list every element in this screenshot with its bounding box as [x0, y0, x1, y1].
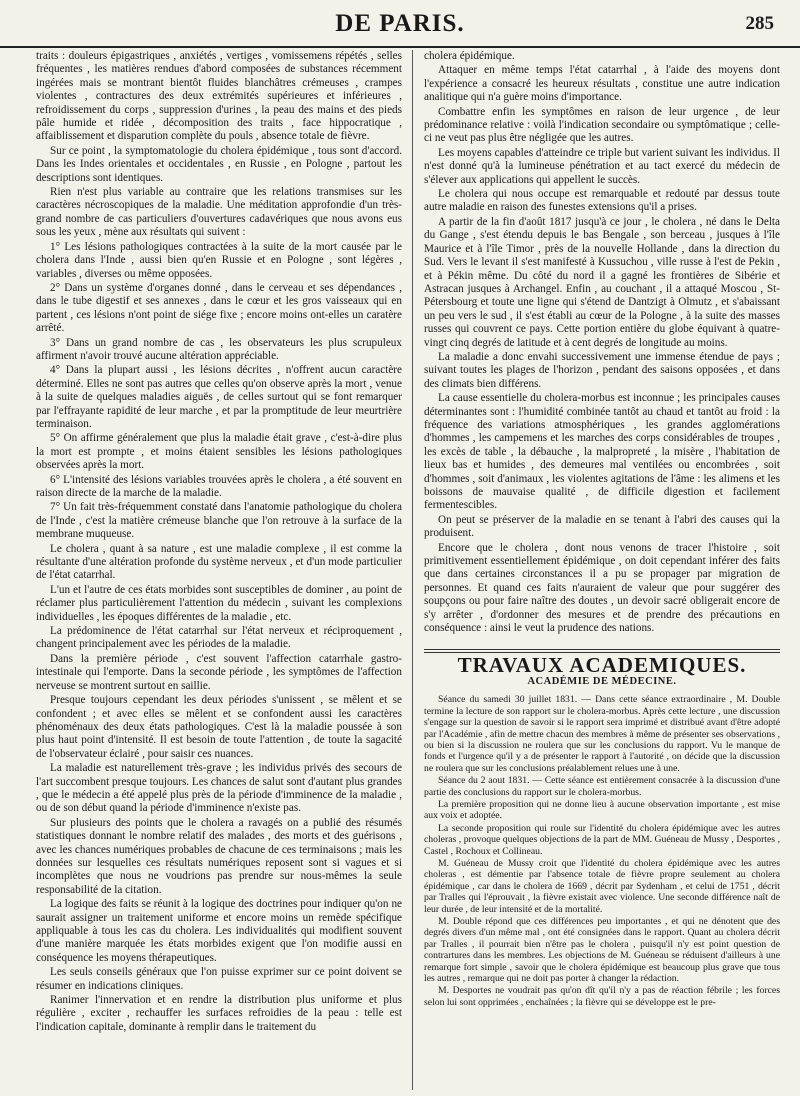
paragraph: La première proposition qui ne donne lieu à aucune observation importante , est mise aux voix et adoptée. [424, 798, 780, 822]
paragraph: La maladie a donc envahi successivement une immense étendue de pays ; suivant toutes les plages de l'horizon , pendant des saisons opposées , et dans des climats bien différens. [424, 350, 780, 390]
paragraph: 6° L'intensité des lésions variables trouvées après le cholera , a été souvent en raison directe de la marche de la maladie. [36, 473, 402, 499]
paragraph: Dans la première période , c'est souvent l'affection catarrhale gastro-intestinale qui l'emporte. Dans la seconde période , les symptômes de l'affection nerveuse se montrent surtout en saillie. [36, 652, 402, 692]
paragraph: 3° Dans un grand nombre de cas , les observateurs les plus scrupuleux affirment n'avoir trouvé aucune altération appréciable. [36, 336, 402, 362]
right-column [424, 50, 780, 1090]
paragraph: La maladie est naturellement très-grave ; les individus privés des secours de l'art succombent presque toujours. Les chances de salut sont d'autant plus grandes , que le médecin a été appelé plus près de la période d'imminence de la maladie , ou de son début quand la période d'imminence n'existe pas. [36, 762, 402, 815]
page-header [0, 0, 800, 48]
left-column [36, 50, 402, 1090]
paragraph: M. Double répond que ces différences peu importantes , et qui ne dénotent que des degrés divers d'un même mal , ont été consignées dans le rapport. Quant au cholera décrit par Tralles , il pourrait bien n'être pas le cholera , puisqu'il n'y est point question de contrartures dans les membres. Les objections de M. Guéneau se réduisent d'ailleurs à une remarque fort simple , savoir que le cholera épidémique est beaucoup plus grave que tous les autres , remarque qui ne doit pas porter à changer la rédaction. [424, 916, 780, 985]
paragraph: traits : douleurs épigastriques , anxiétés , vertiges , vomissemens répétés , selles fréquentes , les matières rendues d'abord composées de substances récemment ingérées mais se montrant bientôt fluides blanchâtres crémeuses , crampes violentes , contractures des deux extrémités supérieures et inférieures , refroidissement du corps , suppression d'urines , la peau des mains et des pieds pâle humide et ridée , décomposition des traits , face hippocratique , affaiblissement et disparution complète du pouls , absence totale de fièvre. [36, 50, 402, 143]
paragraph: 5° On affirme généralement que plus la maladie était grave , c'est-à-dire plus la mort est prompte , et moins étaient sensibles les lésions pathologiques observées après la mort. [36, 432, 402, 472]
paragraph: M. Desportes ne voudrait pas qu'on dît qu'il n'y a pas de réaction fébrile ; les forces selon lui sont opprimées , enchaînées ; la fièvre qui se développe est le pre- [424, 985, 780, 1008]
paragraph: Le cholera , quant à sa nature , est une maladie complexe , il est comme la résultante d'une altération profonde du système nerveux , et d'un mode particulier de l'état catarrhal. [36, 542, 402, 582]
section-title: TRAVAUX ACADEMIQUES. [457, 653, 747, 678]
paragraph: Presque toujours cependant les deux périodes s'unissent , se mêlent et se confondent ; et avec elles se mêlent et se confondent aussi les caractères phénoménaux des deux états pathologiques. C'est là la maladie poussée à son plus haut point d'intensité. Il est besoin de toute l'attention , de toute la sagacité de l'observateur éclairé , pour saisir ces nuances. [36, 694, 402, 760]
paragraph: On peut se préserver de la maladie en se tenant à l'abri des causes qui la produisent. [424, 513, 780, 540]
section-subtitle: ACADÉMIE DE MÉDECINE. [527, 675, 677, 687]
paragraph: La seconde proposition qui roule sur l'identité du cholera épidémique avec les autres choleras , provoque quelques objections de la part de MM. Guéneau de Mussy , Desportes , Castel , Rochoux et Collineau. [424, 822, 780, 857]
paragraph: Les moyens capables d'atteindre ce triple but varient suivant les individus. Il n'est donné qu'à la lumineuse pénétration et au tact exercé du médecin de s'élever aux applications qui appellent le succès. [424, 146, 780, 186]
paragraph: Séance du samedi 30 juillet 1831. — Dans cette séance extraordinaire , M. Double termine la lecture de son rapport sur le cholera-morbus. Après cette lecture , une discussion s'engage sur la question de savoir si le rapport sera imprimé et distribué avant d'être adopté par l'Académie , afin de mettre chacun des membres à même de présenter ses observations , ou bien si la discussion ne roulera que sur les conclusions du rapport. Vu le manque de fonds et l'urgence qu'il y a de présenter le rapport à l'autorité , on décide que la discussion ne roulera que sur les conclusions préalablement relues une à une. [424, 694, 780, 774]
paragraph: Le cholera qui nous occupe est remarquable et redouté par dessus toute autre maladie en raison des funestes extensions qu'il a prises. [424, 188, 780, 214]
paragraph: Sur plusieurs des points que le cholera a ravagés on a publié des résumés statistiques donnant le nombre relatif des malades , des morts et des guérisons , avec les chances numériques probables de chacune de ces terminaisons ; mais les données sur lesquelles ces résultats numériques reposent sont si vagues et si incomplètes que nous ne voudrions pas prendre sur nous-mêmes la seule responsabilité de la citation. [36, 816, 402, 896]
paragraph: Rien n'est plus variable au contraire que les relations transmises sur les caractères nécroscopiques de la maladie. Une méditation approfondie d'un très-grand nombre de cas particuliers d'ouvertures cadavériques que nous avons eus sous les yeux , mène aux résultats qui suivent : [36, 186, 402, 239]
page-number: 285 [745, 13, 774, 34]
paragraph: La prédominence de l'état catarrhal sur l'état nerveux et réciproquement , changent principalement avec les périodes de la maladie. [36, 625, 402, 651]
paragraph: Ranimer l'innervation et en rendre la distribution plus uniforme et plus régulière , exciter , rechauffer les surfaces refroidies de la peau : telle est l'indication capitale, dominante à remplir dans le traitement du [36, 994, 402, 1033]
paragraph: Les seuls conseils généraux que l'on puisse exprimer sur ce point doivent se résumer en indications cliniques. [36, 966, 402, 992]
paragraph: La logique des faits se réunit à la logique des doctrines pour indiquer qu'on ne saurait assigner un traitement uniforme et encore moins un remède spécifique appliquable à tous les cas du cholera. Les individualités qui modifient souvent d'une manière marquée les états morbides exigent que l'on modifie aussi en conséquence les moyens thérapeutiques. [36, 898, 402, 964]
paragraph: Attaquer en même temps l'état catarrhal , à l'aide des moyens dont l'expérience a consacré les heureux résultats , constitue une autre indication analitique qui n'a guère moins d'importance. [424, 64, 780, 104]
paragraph: Encore que le cholera , dont nous venons de tracer l'histoire , soit primitivement essentiellement épidémique , on doit cependant inférer des faits que dans certaines circonstances il a pu se propager par migration de personnes. Et quand ces faits n'auraient de valeur que pour suggérer des soupçons ou pour faire naître des doutes , un devoir sacré obligerait encore de s'y arrêter , d'ordonner des mesures et de prendre des précautions en conséquence : ainsi le veut la prudence des nations. [424, 541, 780, 635]
paragraph: 7° Un fait très-fréquemment constaté dans l'anatomie pathologique du cholera de l'Inde , c'est la matière crémeuse blanche que l'on retrouve à la surface de la membrane muqueuse. [36, 501, 402, 541]
paragraph: Séance du 2 aout 1831. — Cette séance est entièrement consacrée à la discussion d'une partie des conclusions du rapport sur le cholera-morbus. [424, 775, 780, 798]
paragraph: M. Guéneau de Mussy croit que l'identité du cholera épidémique avec les autres choleras , est démentie par l'absence totale de fièvre propre seulement au cholera épidémique , car dans le cholera de 1669 , décrit par Sydenham , et celui de 1751 , décrit par Tralles qui l'éprouvait , la fièvre existait avec violence. Une seconde différence naît de leur durée , de leur intensité et de la mortalité. [424, 857, 780, 915]
paragraph: L'un et l'autre de ces états morbides sont susceptibles de dominer , au point de réclamer plus particulièrement l'attention du médecin , suivant les complexions individuelles , les époques différentes de la maladie , etc. [36, 583, 402, 623]
paragraph: cholera épidémique. [424, 50, 515, 62]
paragraph: Sur ce point , la symptomatologie du cholera épidémique , tous sont d'accord. Dans les Indes orientales et occidentales , en Russie , en Pologne , partout les descriptions sont identiques. [36, 144, 402, 184]
paragraph: Combattre enfin les symptômes en raison de leur urgence , de leur prédominance relative : voilà l'indication secondaire ou symptômatique ; celle-ci ne veut pas plus être négligée que les autres. [424, 105, 780, 145]
academy-report [424, 694, 780, 1008]
paragraph: La cause essentielle du cholera-morbus est inconnue ; les principales causes déterminantes sont : l'humidité combinée tantôt au chaud et tantôt au froid : la fréquence des variations atmosphériques , les grandes agglomérations d'hommes , les campemens et les marches des corps considérables de troupes , les excès de table , la débauche , la malpropreté , la misère , l'habitation de lieux bas et humides , des demeures mal ventilées ou encombrées , soit d'hommes , soit d'animaux , les violentes agitations de l'âme : les alimens et les boissons de mauvaise qualité , de difficile digestion et facilement fermentescibles. [424, 392, 780, 512]
column-divider [412, 50, 413, 1090]
newspaper-title: DE PARIS. [335, 10, 465, 37]
paragraph: 1° Les lésions pathologiques contractées à la suite de la mort causée par le cholera dans l'Inde , aussi bien qu'en Russie et en Pologne , sont légères , variables , diverses ou même opposées. [36, 240, 402, 280]
paragraph: 2° Dans un système d'organes donné , dans le cerveau et ses dépendances , dans le tube digestif et ses annexes , dans le cœur et les gros vaisseaux qui en partent , ces lésions n'ont point de siége fixe ; encore moins ont-elles un caratère arrêté. [36, 281, 402, 335]
paragraph: 4° Dans la plupart aussi , les lésions décrites , n'offrent aucun caractère déterminé. Elles ne sont pas autres que celles qu'on observe après la mort , venue à la suite de quelques maladies aiguës , de celles surtout qui se font remarquer par l'effrayante rapidité de leur marche , et par la promptitude de leur meurtrière terminaison. [36, 364, 402, 430]
paragraph: A partir de la fin d'août 1817 jusqu'à ce jour , le cholera , né dans le Delta du Gange , s'est étendu depuis le bas Bengale , son berceau , jusques à l'île Maurice et à l'île Timor , près de la nouvelle Hollande , dans la direction du Sud. Vers le levant il s'est manifesté à Kussuchou , ville russe à l'est de Pekin , et à Pékin même. Du côté du nord il a gagné les frontières de Sibérie et Astracan jusques à Archangel. Enfin , au couchant , il a attaqué Moscou , St-Pétersbourg et toute une ligne qui s'étend de Dantzigt à Olmutz , et s'abaissant un peu vers le sud , il s'est établi au cœur de la Pologne , à la suite des masses russes qui couvrent ce pays. Cette portion entière du globe équivant à quatre-vingt cinq degrés de latitude et à cent degrés de longitude au moins. [424, 215, 780, 349]
